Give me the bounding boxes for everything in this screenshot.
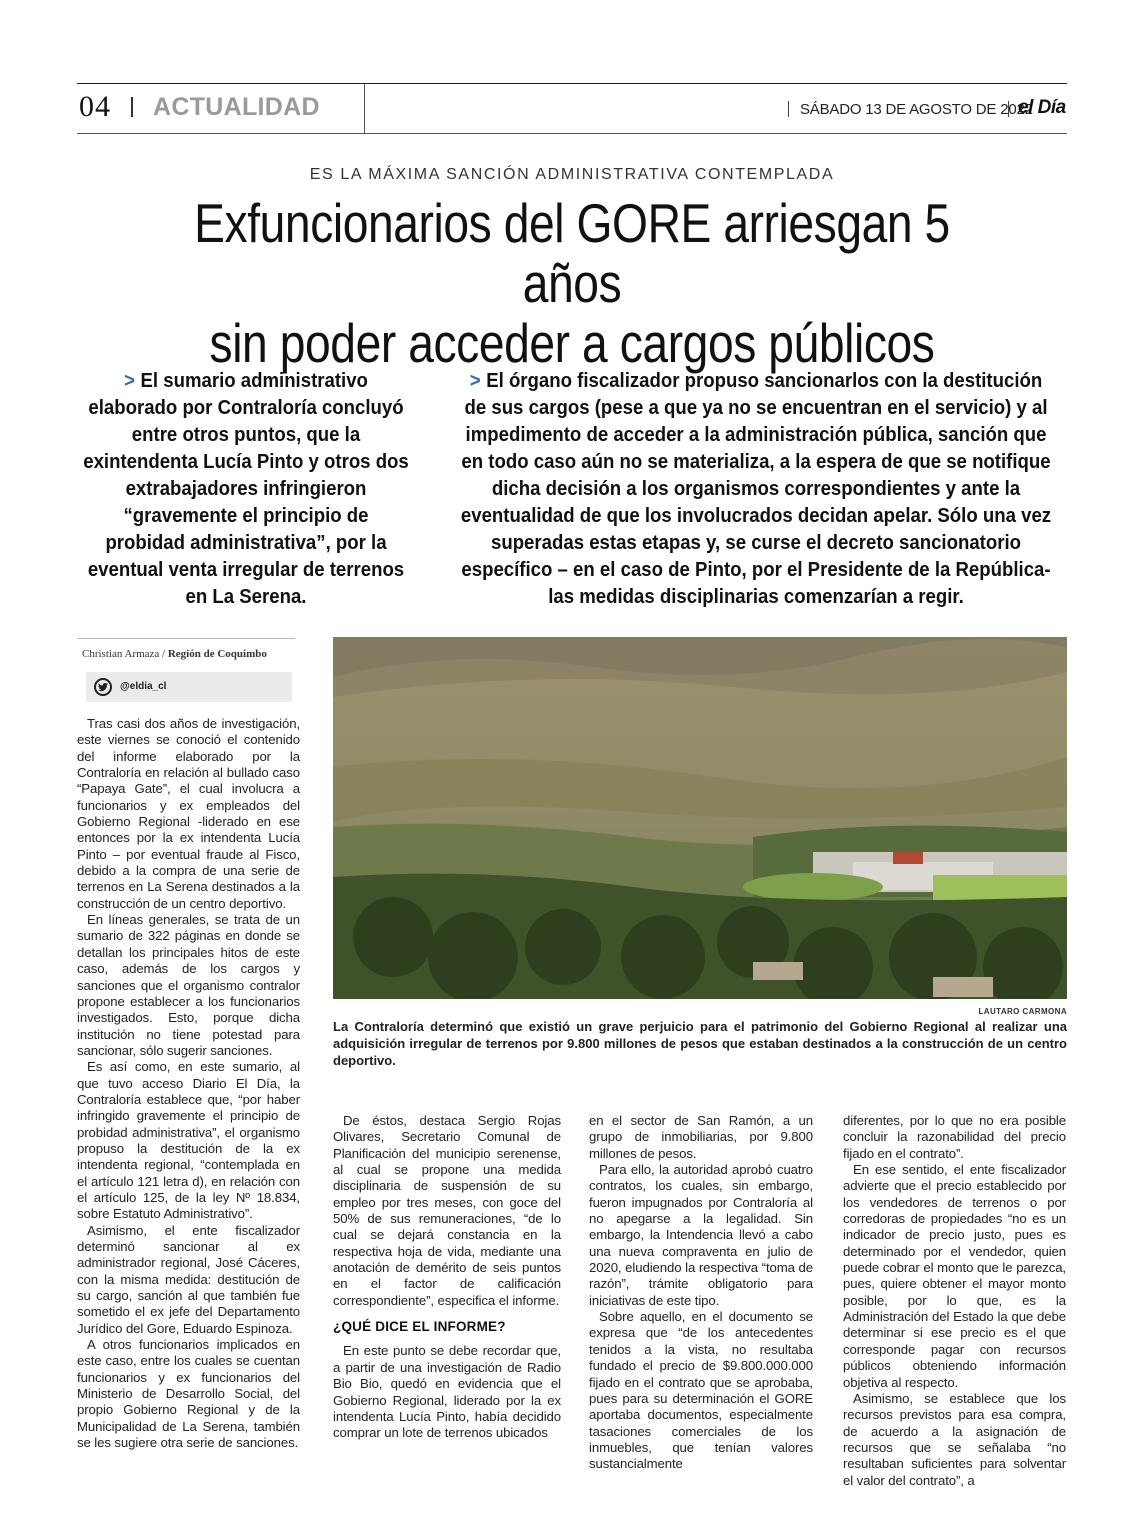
issue-date: SÁBADO 13 DE AGOSTO DE 2022	[800, 101, 1033, 118]
headline-line: Exfuncionarios del GORE arriesgan 5 años	[194, 192, 950, 314]
header-divider	[131, 97, 133, 117]
body-paragraph: Sobre aquello, en el documento se expresa que “de los antecedentes tenidos a la vista, no resultaba fundado el precio de $9.800.000.000 fijado en el contrato que se aprobaba, pues para su determinación el GORE aportaba documentos, especialmente tasaciones comerciales de los inmuebles, que tenían valores sustancialmente	[589, 1309, 813, 1472]
article-photo	[333, 637, 1067, 999]
body-paragraph: En líneas generales, se trata de un sumario de 322 páginas en donde se detallan los principales hitos de este caso, además de los cargos y sanciones que el organismo contralor propone establecer a los funcionarios investigados. Esto, porque dicha institución no tiene potestad para sancionar, sólo sugerir sanciones.	[77, 912, 300, 1058]
page-number: 04	[79, 90, 111, 123]
body-paragraph: Tras casi dos años de investigación, este viernes se conoció el contenido del informe elaborado por la Contraloría en relación al bullado caso “Papaya Gate”, el cual involucra a funcionarios y ex empleados del Gobierno Regional -liderado en ese entonces por la ex intendenta Lucía Pinto – por eventual fraude al Fisco, debido a la compra de una serie de terrenos en La Serena destinados a la construcción de un centro deportivo.	[77, 716, 300, 911]
header-divider	[788, 101, 789, 117]
photo-caption: La Contraloría determinó que existió un grave perjuicio para el patrimonio del Gobierno Regional al realizar una adquisición irregular de terrenos por 9.800 millones de pesos que estaban destinados a la construcción de un centro deportivo.	[333, 1019, 1067, 1068]
twitter-bar[interactable]	[86, 672, 292, 702]
headline-line: sin poder acceder a cargos públicos	[209, 312, 935, 374]
kicker: ES LA MÁXIMA SANCIÓN ADMINISTRATIVA CONTEMPLADA	[309, 166, 835, 183]
subheading: ¿QUÉ DICE EL INFORME?	[333, 1319, 506, 1335]
lead-text: El órgano fiscalizador propuso sancionarlos con la destitución de sus cargos (pese a que ya no se encuentran en el servicio) y al impedimento de acceder a la administración pública, sanción que en todo caso aún no se materializa, a la espera de que se notifique dicha decisión a los organismos correspondientes y ante la eventualidad de que los involucrados decidan apelar. Sólo una vez superadas estas etapas y, se curse el decreto sancionatorio específico – en el caso de Pinto, por el Presidente de la República- las medidas disciplinarias comenzarían a regir.	[460, 370, 1052, 608]
landscape-photo	[333, 637, 1067, 999]
body-column-2	[333, 1113, 561, 1442]
header-divider	[364, 84, 365, 133]
body-paragraph: En este punto se debe recordar que, a partir de una investigación de Radio Bio Bio, quedó en evidencia que el Gobierno Regional, liderado por la ex intendenta Lucía Pinto, había decidido comprar un lote de terrenos ubicados	[333, 1343, 561, 1441]
body-paragraph: diferentes, por lo que no era posible concluir la razonabilidad del precio fijado en el contrato”.	[843, 1113, 1066, 1161]
body-paragraph: De éstos, destaca Sergio Rojas Olivares, Secretario Comunal de Planificación del municipio serenense, al cual se propone una medida disciplinaria de suspensión de su empleo por tres meses, con goce del 50% de sus remuneraciones, “de lo cual se dejará constancia en la respectiva hoja de vida, mediante una anotación de demérito de seis puntos en el factor de calificación correspondiente”, especifica el informe.	[333, 1113, 561, 1308]
byline-separator: /	[162, 648, 166, 660]
body-column-1	[77, 716, 300, 1451]
header-bottom-rule	[77, 133, 1067, 134]
body-paragraph: Asimismo, se establece que los recursos previstos para esa compra, de acuerdo a la asignación de recursos que se señalaba “no resultaban suficientes para solventar el valor del contrato”, a	[843, 1390, 1066, 1488]
section-title[interactable]: ACTUALIDAD	[153, 93, 320, 121]
body-paragraph: En ese sentido, el ente fiscalizador advierte que el precio establecido por los vendedores de terrenos o por corredoras de propiedades “no es un indicador de precio justo, pues es determinado por el vendedor, quien puede cobrar el monto que le parezca, pues, quiere obtener el mayor monto posible, por lo que, es la Administración del Estado la que debe determinar si ese precio es el que corresponde pagar con recursos públicos obteniendo información objetiva al respecto.	[843, 1162, 1066, 1390]
body-column-3	[589, 1113, 813, 1473]
brand-logo[interactable]: el Día	[1018, 97, 1066, 118]
byline	[82, 648, 267, 660]
byline-author: Christian Armaza	[82, 648, 160, 660]
body-paragraph: Para ello, la autoridad aprobó cuatro contratos, los cuales, sin embargo, fueron impugnados por Contraloría al no apegarse a la legalidad. Sin embargo, la Intendencia llevó a cabo una nueva compraventa en julio de 2020, eludiendo la respectiva “toma de razón”, trámite obligatorio para iniciativas de este tipo.	[589, 1162, 813, 1308]
lead-text: El sumario administrativo elaborado por Contraloría concluyó entre otros puntos, que la exintendenta Lucía Pinto y otros dos extrabajadores infringieron “gravemente el principio de probidad administrativa”, por la eventual venta irregular de terrenos en La Serena.	[83, 370, 409, 608]
body-paragraph: en el sector de San Ramón, a un grupo de inmobiliarias, por 9.800 millones de pesos.	[589, 1113, 813, 1161]
header-top-rule	[77, 83, 1067, 84]
header-divider	[1008, 101, 1009, 117]
headline	[142, 193, 1002, 373]
body-paragraph: Es así como, en este sumario, al que tuvo acceso Diario El Día, la Contraloría establece que, “por haber infringido gravemente el principio de probidad administrativa”, el organismo propuso la destitución de la ex intendenta regional, “contemplada en el artículo 121 letra d), en relación con el artículo 125, de la ley Nº 18.834, sobre Estatuto Administrativo”.	[77, 1059, 300, 1222]
twitter-handle[interactable]: @eldia_cl	[120, 681, 167, 692]
lead-paragraph	[460, 368, 1051, 611]
photo-credit: LAUTARO CARMONA	[978, 1007, 1067, 1016]
twitter-icon[interactable]	[94, 678, 112, 696]
arrow-icon: >	[469, 370, 481, 392]
body-paragraph: A otros funcionarios implicados en este caso, entre los cuales se cuentan funcionarios y ex funcionarios del Ministerio de Desarrollo Social, del propio Gobierno Regional y de la Municipalidad de La Serena, también se les sugiere otra serie de sanciones.	[77, 1337, 300, 1451]
lead-paragraph	[82, 368, 409, 611]
body-paragraph: Asimismo, el ente fiscalizador determinó sancionar al ex administrador regional, José Cáceres, con la misma medida: destitución de su cargo, sanción al que también fue sometido el ex jefe del Departamento Jurídico del Gore, Eduardo Espinoza.	[77, 1222, 300, 1336]
arrow-icon: >	[124, 370, 135, 392]
body-column-4	[843, 1113, 1066, 1489]
byline-region: Región de Coquimbo	[167, 648, 267, 660]
